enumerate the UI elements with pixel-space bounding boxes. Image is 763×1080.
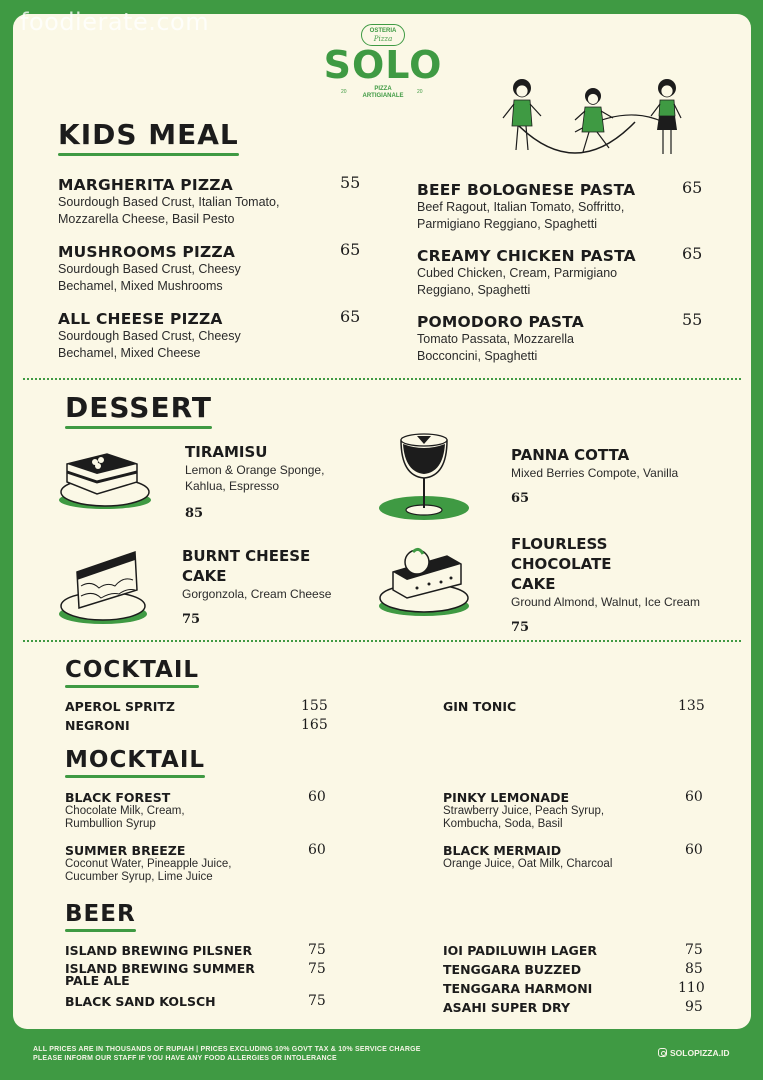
dessert-desc: Mixed Berries Compote, Vanilla [511,466,679,480]
dessert-name: FLOURLESS CHOCOLATE CAKE [511,535,612,593]
item-desc: Sourdough Based Crust, Cheesy Bechamel, Mixed Cheese [58,329,241,360]
drink-item [65,791,265,831]
drink-price: 60 [308,789,326,805]
dessert-heading: DESSERT [65,391,212,429]
drink-desc: Strawberry Juice, Peach Syrup, Kombucha, Soda, Basil [443,805,605,830]
menu-item [58,310,358,362]
item-desc: Beef Ragout, Italian Tomato, Soffritto, Parmigiano Reggiano, Spaghetti [417,200,625,231]
drink-price: 95 [685,999,703,1015]
drink-price: 155 [301,698,328,714]
drink-price: 135 [678,698,705,714]
item-name: MUSHROOMS PIZZA [58,243,236,261]
drink-name: TENGGARA HARMONI [443,981,593,996]
item-price: 55 [340,173,361,192]
dessert-price: 75 [511,620,530,635]
logo-est-left: 20 [341,89,347,95]
drink-price: 75 [308,961,326,977]
drink-name: IOI PADILUWIH LAGER [443,943,597,958]
drink-item [443,1001,570,1015]
dessert-item [511,445,731,506]
drink-item [65,963,265,987]
menu-item [417,247,677,299]
tiramisu-illustration [55,442,155,512]
logo-badge-top: OSTERIA [369,28,397,34]
drink-item [443,982,592,996]
drink-name: TENGGARA BUZZED [443,962,582,977]
logo-subtitle [321,86,445,100]
heading-underline [65,775,205,778]
drink-item [443,844,663,871]
drink-price: 75 [685,942,703,958]
instagram-handle[interactable] [658,1048,730,1058]
burnt-cheese-cake-illustration [57,546,152,626]
dessert-price: 65 [511,491,530,506]
dessert-desc: Lemon & Orange Sponge, Kahlua, Espresso [185,463,325,493]
item-desc: Sourdough Based Crust, Italian Tomato, Mozzarella Cheese, Basil Pesto [58,195,280,226]
drink-item [65,844,265,884]
drink-price: 60 [685,842,703,858]
item-name: CREAMY CHICKEN PASTA [417,247,636,265]
item-name: MARGHERITA PIZZA [58,176,233,194]
drink-item [65,995,216,1009]
drink-desc: Orange Juice, Oat Milk, Charcoal [443,858,613,870]
item-price: 65 [340,307,361,326]
drink-name: ISLAND BREWING PILSNER [65,943,253,958]
item-price: 65 [682,244,703,263]
menu-item [417,313,677,365]
heading-underline [58,153,239,156]
mocktail-heading: MOCKTAIL [65,747,205,778]
logo [321,24,445,104]
drink-name: ISLAND BREWING SUMMER PALE ALE [65,961,255,988]
panna-cotta-illustration [377,430,472,522]
section-divider [23,378,741,380]
cocktail-heading: COCKTAIL [65,657,199,688]
dessert-item [182,546,362,627]
menu-card [13,14,751,1029]
item-desc: Cubed Chicken, Cream, Parmigiano Reggiano, Spaghetti [417,266,618,297]
drink-name: SUMMER BREEZE [65,843,186,858]
item-price: 65 [682,178,703,197]
beer-heading: BEER [65,901,136,932]
drink-price: 165 [301,717,328,733]
item-name: BEEF BOLOGNESE PASTA [417,181,636,199]
drink-item [65,719,130,733]
footer-line1: ALL PRICES ARE IN THOUSANDS OF RUPIAH | PRICES EXCLUDING 10% GOVT TAX & 10% SERVICE CHARGE [33,1046,421,1053]
dessert-item [185,442,365,521]
dessert-name: PANNA COTTA [511,446,630,464]
drink-price: 85 [685,961,703,977]
drink-item [65,944,252,958]
menu-item [58,243,358,295]
chocolate-cake-illustration [377,532,472,618]
drink-desc: Coconut Water, Pineapple Juice, Cucumber Syrup, Lime Juice [65,858,232,883]
logo-est-right: 20 [417,89,423,95]
drink-desc: Chocolate Milk, Cream, Rumbullion Syrup [65,805,185,830]
kids-meal-heading: KIDS MEAL [58,118,239,156]
logo-sub-line2: ARTIGIANALE [362,93,404,99]
instagram-icon [658,1048,667,1057]
drink-item [443,791,643,831]
drink-item [443,963,581,977]
drink-item [443,944,597,958]
logo-sub-line1: PIZZA [374,86,392,92]
drink-item [65,700,175,714]
dessert-item [511,534,731,635]
heading-underline [65,685,199,688]
drink-price: 110 [678,980,705,996]
drink-name: GIN TONIC [443,699,517,714]
menu-item [58,176,358,228]
heading-underline [65,426,212,429]
watermark: foodierate.com [20,8,210,36]
drink-price: 60 [308,842,326,858]
kids-skipping-illustration [485,74,685,164]
drink-name: BLACK SAND KOLSCH [65,994,216,1009]
drink-price: 75 [308,993,326,1009]
dessert-desc: Ground Almond, Walnut, Ice Cream [511,595,700,609]
drink-item [443,700,516,714]
footer-notice [33,1045,421,1063]
dessert-name: BURNT CHEESE CAKE [182,547,311,585]
drink-name: NEGRONI [65,718,130,733]
item-name: ALL CHEESE PIZZA [58,310,223,328]
drink-price: 75 [308,942,326,958]
item-desc: Sourdough Based Crust, Cheesy Bechamel, Mixed Mushrooms [58,262,241,293]
dessert-price: 85 [185,506,204,521]
dessert-price: 75 [182,612,201,627]
drink-name: PINKY LEMONADE [443,790,569,805]
menu-item [417,181,677,233]
section-divider [23,640,741,642]
logo-badge-script: Pizza [373,35,393,43]
dessert-desc: Gorgonzola, Cream Cheese [182,587,332,601]
drink-name: BLACK FOREST [65,790,171,805]
instagram-label: SOLOPIZZA.ID [670,1048,730,1058]
logo-name: SOLO [323,43,443,87]
dessert-name: TIRAMISU [185,443,268,461]
heading-underline [65,929,136,932]
drink-name: APEROL SPRITZ [65,699,175,714]
drink-name: BLACK MERMAID [443,843,562,858]
drink-name: ASAHI SUPER DRY [443,1000,571,1015]
footer-line2: PLEASE INFORM OUR STAFF IF YOU HAVE ANY FOOD ALLERGIES OR INTOLERANCE [33,1055,337,1062]
drink-price: 60 [685,789,703,805]
item-price: 65 [340,240,361,259]
item-price: 55 [682,310,703,329]
item-desc: Tomato Passata, Mozzarella Bocconcini, Spaghetti [417,332,575,363]
item-name: POMODORO PASTA [417,313,584,331]
